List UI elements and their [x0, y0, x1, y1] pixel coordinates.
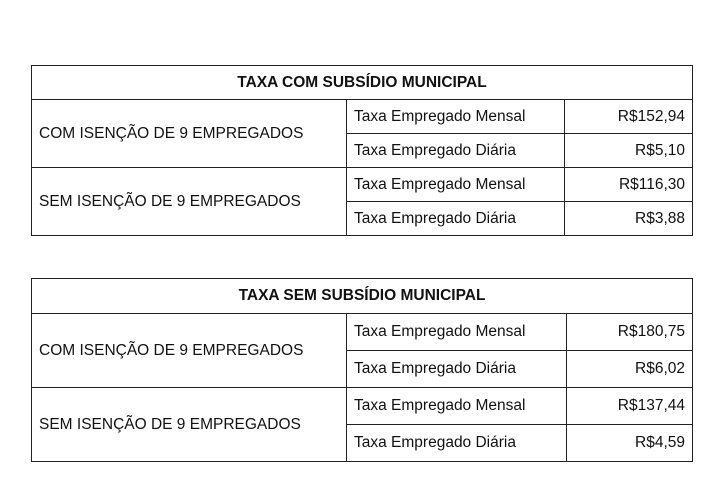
rate-value: R$152,94 [565, 100, 693, 134]
table-title-row [32, 279, 693, 314]
table-title: TAXA SEM SUBSÍDIO MUNICIPAL [32, 279, 693, 314]
rate-value: R$116,30 [565, 168, 693, 202]
rate-name: Taxa Empregado Diária [347, 134, 565, 168]
rate-name: Taxa Empregado Diária [347, 351, 567, 388]
rate-name: Taxa Empregado Diária [347, 202, 565, 236]
table-row [32, 314, 693, 351]
table-title-row [32, 66, 693, 100]
group-label: SEM ISENÇÃO DE 9 EMPREGADOS [32, 168, 347, 236]
rate-name: Taxa Empregado Mensal [347, 100, 565, 134]
rate-value: R$180,75 [567, 314, 693, 351]
rate-value: R$5,10 [565, 134, 693, 168]
group-label: COM ISENÇÃO DE 9 EMPREGADOS [32, 314, 347, 388]
rate-value: R$3,88 [565, 202, 693, 236]
table-row [32, 100, 693, 134]
rate-table-with-subsidy [31, 65, 693, 236]
rate-name: Taxa Empregado Mensal [347, 314, 567, 351]
table-row [32, 388, 693, 425]
rate-name: Taxa Empregado Mensal [347, 168, 565, 202]
rate-name: Taxa Empregado Mensal [347, 388, 567, 425]
rate-value: R$4,59 [567, 425, 693, 462]
table-title: TAXA COM SUBSÍDIO MUNICIPAL [32, 66, 693, 100]
group-label: COM ISENÇÃO DE 9 EMPREGADOS [32, 100, 347, 168]
rate-table-without-subsidy [31, 278, 693, 462]
rate-value: R$137,44 [567, 388, 693, 425]
group-label: SEM ISENÇÃO DE 9 EMPREGADOS [32, 388, 347, 462]
table-row [32, 168, 693, 202]
rate-value: R$6,02 [567, 351, 693, 388]
rate-name: Taxa Empregado Diária [347, 425, 567, 462]
